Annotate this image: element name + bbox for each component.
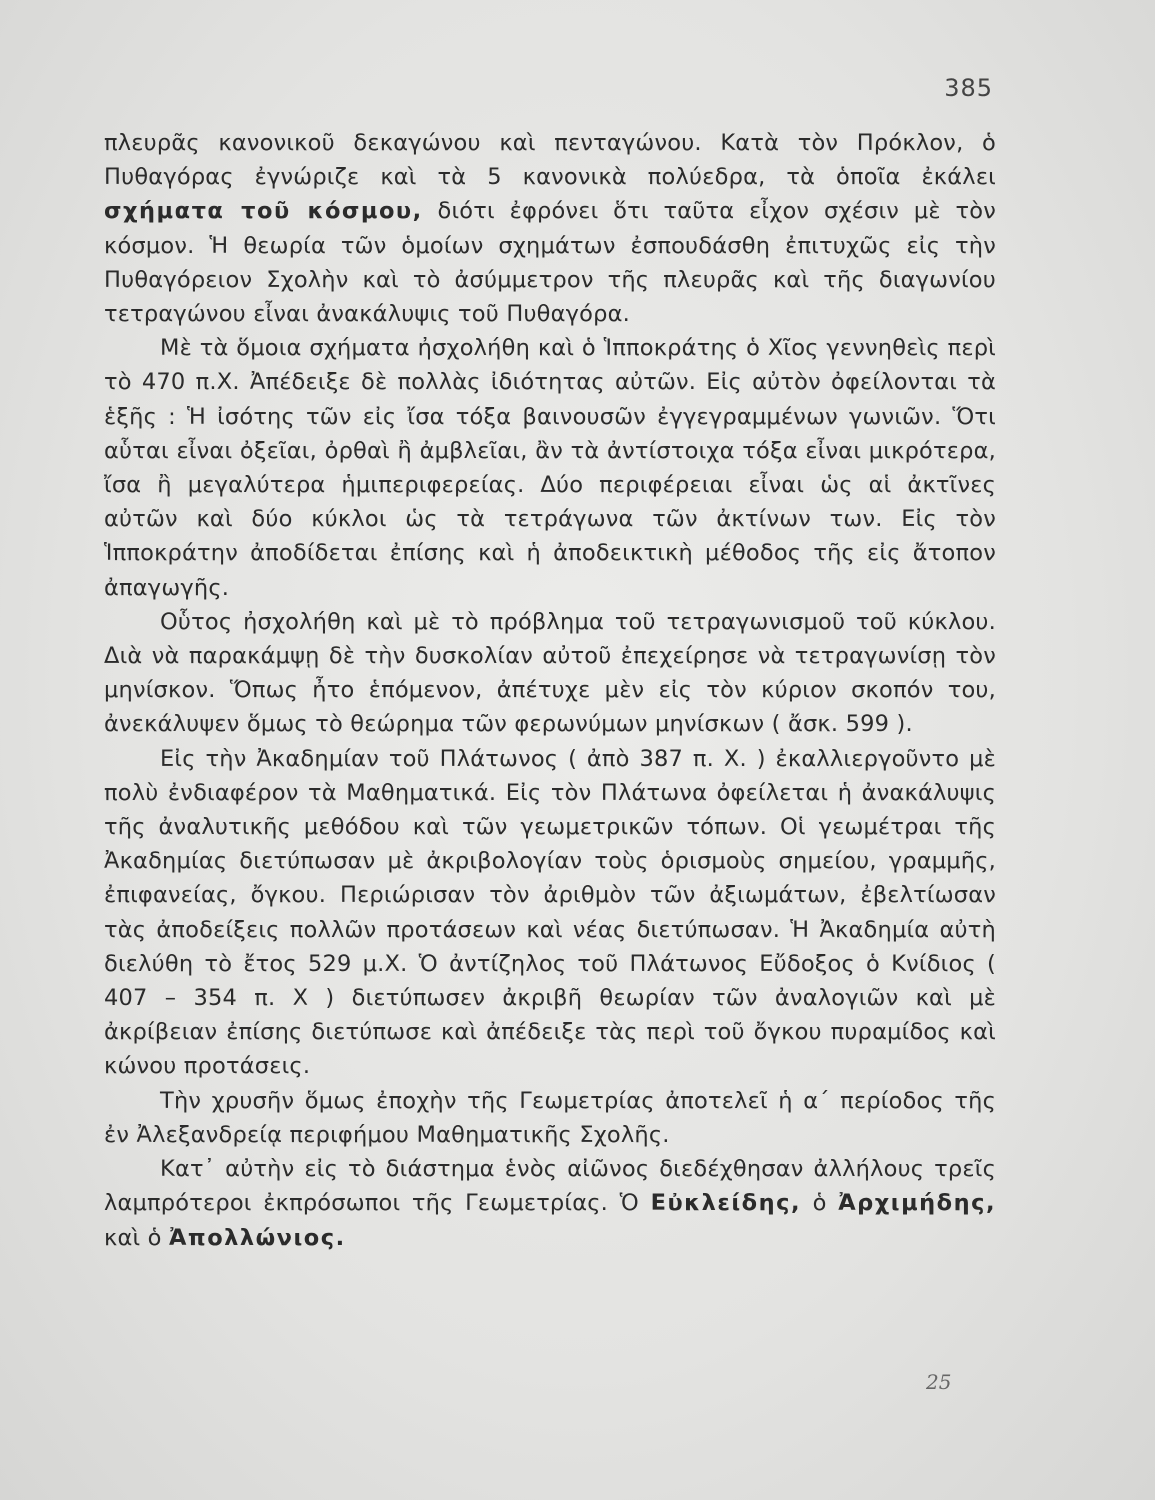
- text-run: ὁ: [801, 1190, 839, 1217]
- text-run: Οὗτος ἠσχολήθη καὶ μὲ τὸ πρόβλημα τοῦ τετραγωνισμοῦ τοῦ κύκλου. Διὰ νὰ παρακάμψῃ δὲ τὴν δυσκολίαν αὐτοῦ ἐπεχείρησε νὰ τετραγωνίσῃ τὸν μηνίσκον. Ὅπως ἦτο ἑπόμενον, ἀπέτυχε μὲν εἰς τὸν κύριον σκοπόν του, ἀνεκάλυψεν ὅμως τὸ θεώρημα τῶν φερωνύμων μηνίσκων ( ἄσκ. 599 ).: [104, 608, 996, 738]
- paragraph: [104, 1084, 996, 1152]
- text-run: Τὴν χρυσῆν ὅμως ἐποχὴν τῆς Γεωμετρίας ἀποτελεῖ ἡ α΄ περίοδος τῆς ἐν Ἀλεξανδρείᾳ περιφήμου Μαθηματικῆς Σχολῆς.: [104, 1087, 996, 1148]
- text-run: πλευρᾶς κανονικοῦ δεκαγώνου καὶ πενταγώνου. Κατὰ τὸν Πρόκλον, ὁ Πυθαγόρας ἐγνώριζε καὶ τὰ 5 κανονικὰ πολύεδρα, τὰ ὁποῖα ἐκάλει: [104, 130, 996, 191]
- paragraph: [104, 331, 996, 605]
- body-text: [104, 126, 996, 1255]
- text-run: διότι ἐφρόνει ὅτι ταῦτα εἶχον σχέσιν μὲ τὸν κόσμον. Ἡ θεωρία τῶν ὁμοίων σχημάτων ἐσπουδάσθη ἐπιτυχῶς εἰς τὴν Πυθαγόρειον Σχολὴν καὶ τὸ ἀσύμμετρον τῆς πλευρᾶς καὶ τῆς διαγωνίου τετραγώνου εἶναι ἀνακάλυψις τοῦ Πυθαγόρα.: [104, 198, 996, 328]
- paragraph: [104, 742, 996, 1084]
- bold-term: σχήματα τοῦ κόσμου,: [104, 198, 423, 225]
- text-run: Εἰς τὴν Ἀκαδημίαν τοῦ Πλάτωνος ( ἀπὸ 387 π. Χ. ) ἐκαλλιεργοῦντο μὲ πολὺ ἐνδιαφέρον τὰ Μαθηματικά. Εἰς τὸν Πλάτωνα ὀφείλεται ἡ ἀνακάλυψις τῆς ἀναλυτικῆς μεθόδου καὶ τῶν γεωμετρικῶν τόπων. Οἱ γεωμέτραι τῆς Ἀκαδημίας διετύπωσαν μὲ ἀκριβολογίαν τοὺς ὁρισμοὺς σημείου, γραμμῆς, ἐπιφανείας, ὄγκου. Περιώρισαν τὸν ἀριθμὸν τῶν ἀξιωμάτων, ἐβελτίωσαν τὰς ἀποδείξεις πολλῶν προτάσεων καὶ νέας διετύπωσαν. Ἡ Ἀκαδημία αὐτὴ διελύθη τὸ ἔτος 529 μ.Χ. Ὁ ἀντίζηλος τοῦ Πλάτωνος Εὔδοξος ὁ Κνίδιος ( 407 – 354 π. Χ ) διετύπωσεν ἀκριβῆ θεωρίαν τῶν ἀναλογιῶν καὶ μὲ ἀκρίβειαν ἐπίσης διετύπωσε καὶ ἀπέδειξε τὰς περὶ τοῦ ὄγκου πυραμίδος καὶ κώνου προτάσεις.: [104, 745, 996, 1080]
- page-number: 385: [944, 74, 993, 102]
- text-run: καὶ ὁ: [104, 1224, 169, 1251]
- text-run: Μὲ τὰ ὅμοια σχήματα ἠσχολήθη καὶ ὁ Ἱπποκράτης ὁ Χῖος γεννηθεὶς περὶ τὸ 470 π.Χ. Ἀπέδειξε δὲ πολλὰς ἰδιότητας αὐτῶν. Εἰς αὐτὸν ὀφείλονται τὰ ἑξῆς : Ἡ ἰσότης τῶν εἰς ἴσα τόξα βαινουσῶν ἐγγεγραμμένων γωνιῶν. Ὅτι αὗται εἶναι ὀξεῖαι, ὀρθαὶ ἢ ἀμβλεῖαι, ἂν τὰ ἀντίστοιχα τόξα εἶναι μικρότερα, ἴσα ἢ μεγαλύτερα ἡμιπεριφερείας. Δύο περιφέρειαι εἶναι ὡς αἱ ἀκτῖνες αὐτῶν καὶ δύο κύκλοι ὡς τὰ τετράγωνα τῶν ἀκτίνων των. Εἰς τὸν Ἱπποκράτην ἀποδίδεται ἐπίσης καὶ ἡ ἀποδεικτικὴ μέθοδος τῆς εἰς ἄτοπον ἀπαγωγῆς.: [104, 335, 996, 601]
- signature-mark: 25: [926, 1370, 952, 1394]
- text-run: Κατ᾿ αὐτὴν εἰς τὸ διάστημα ἑνὸς αἰῶνος διεδέχθησαν ἀλλήλους τρεῖς λαμπρότεροι ἐκπρόσωποι τῆς Γεωμετρίας. Ὁ: [104, 1156, 996, 1217]
- bold-term: Ἀρχιμήδης,: [838, 1190, 996, 1217]
- paragraph: [104, 605, 996, 742]
- paragraph: [104, 1152, 996, 1255]
- paragraph: [104, 126, 996, 331]
- bold-term: Ἀπολλώνιος.: [168, 1224, 346, 1251]
- bold-term: Εὐκλείδης,: [650, 1190, 802, 1217]
